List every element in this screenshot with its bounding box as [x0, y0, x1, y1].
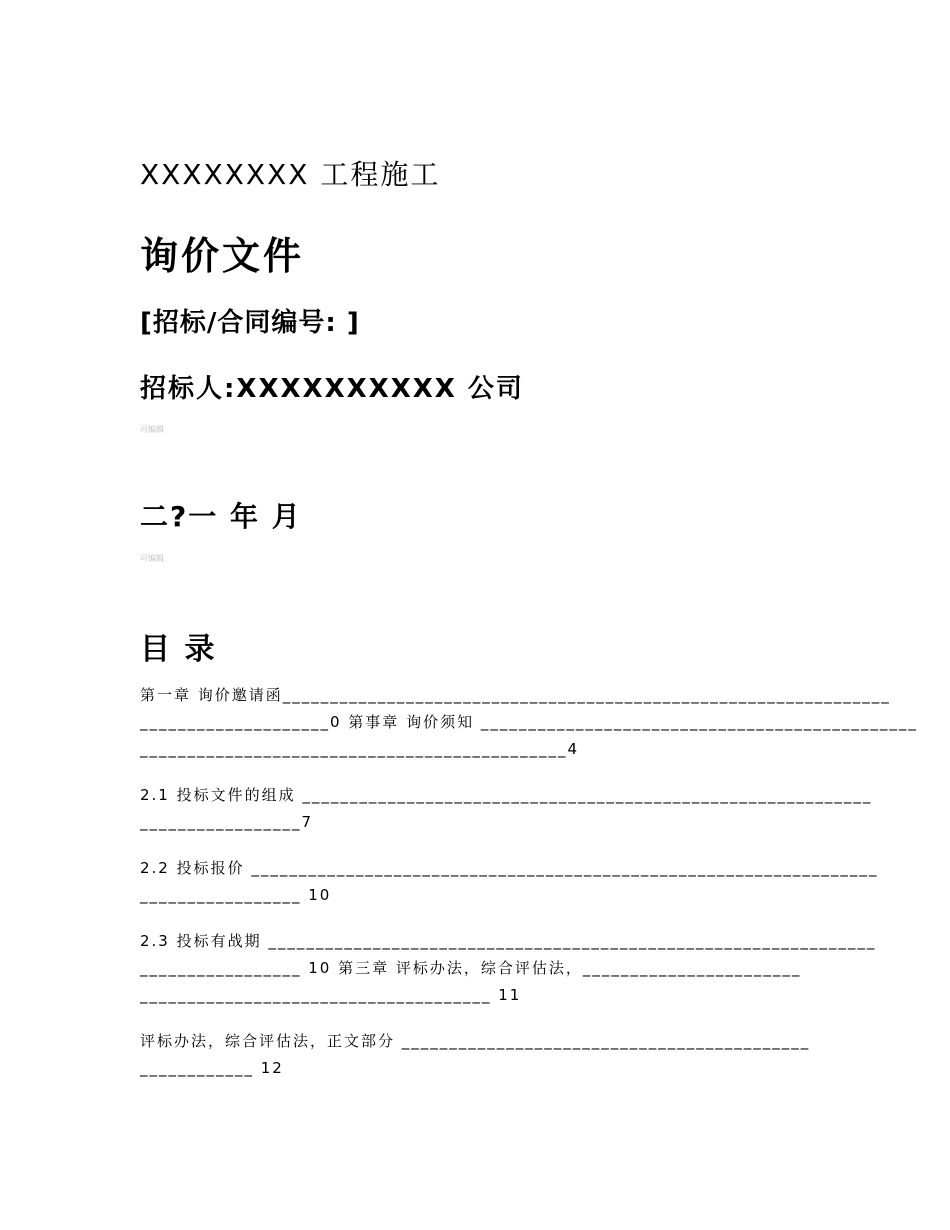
toc-line: _________________ 10 第三章 评标办法，综合评估法，_______________________ [140, 959, 802, 977]
toc-line: _____________________________________________4 [140, 740, 580, 758]
toc-line: _________________7 [140, 813, 314, 831]
toc-line: 2.3 投标有战期 ________________________________________________________________ [140, 932, 877, 950]
editable-note: 可编辑 [140, 554, 164, 563]
contract-number: [招标/合同编号: ] [140, 308, 360, 338]
toc-line: ____________ 12 [140, 1059, 284, 1077]
document-date: 二?一 年 月 [140, 500, 302, 533]
toc-line: 评标办法，综合评估法，正文部分 ___________________________________________ [140, 1032, 811, 1050]
toc-line: _________________ 10 [140, 886, 332, 904]
toc-title: 目 录 [140, 632, 217, 667]
document-title: 询价文件 [140, 234, 305, 278]
table-of-contents [140, 682, 918, 1082]
editable-note: 可编辑 [140, 425, 164, 434]
toc-line: 2.2 投标报价 __________________________________________________________________ [140, 859, 879, 877]
project-title: XXXXXXXX 工程施工 [140, 158, 441, 191]
tenderer-name: 招标人:XXXXXXXXXX 公司 [140, 374, 524, 404]
toc-line: ____________________0 第事章 询价须知 ______________________________________________ [140, 713, 918, 731]
toc-line: _____________________________________ 11 [140, 986, 522, 1004]
toc-line: 第一章 询价邀请函________________________________________________________________ [140, 686, 891, 704]
toc-line: 2.1 投标文件的组成 ____________________________________________________________ [140, 786, 873, 804]
